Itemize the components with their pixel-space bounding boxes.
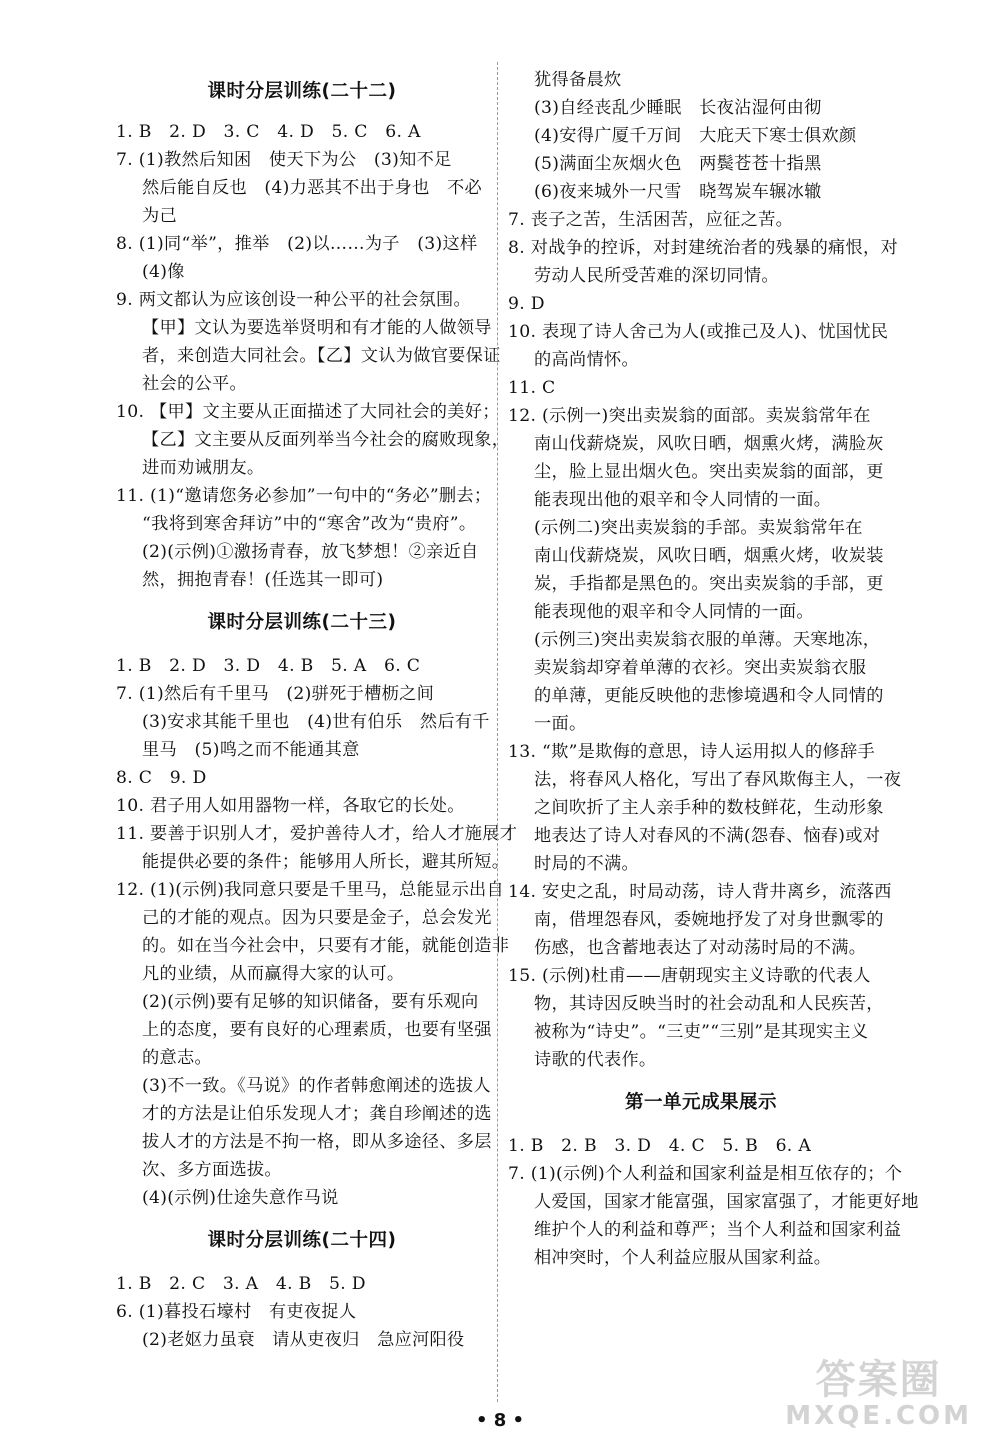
answer-continuation-line: 人爱国，国家才能富强，国家富强了，才能更好地	[534, 1192, 919, 1212]
answer-line: 8. 对战争的控诉，对封建统治者的残暴的痛恨，对	[508, 238, 899, 258]
answer-continuation-line: 为己	[142, 206, 177, 226]
answer-continuation-line: 进而劝诫朋友。	[142, 458, 265, 478]
answer-continuation-line: 社会的公平。	[142, 374, 247, 394]
answer-continuation-line: 然后能自反也 (4)力恶其不出于身也 不必	[142, 178, 483, 198]
answer-continuation-line: 地表达了诗人对春风的不满(怨春、恼春)或对	[534, 826, 881, 846]
answer-continuation-line: 尘，脸上显出烟火色。突出卖炭翁的面部，更	[534, 462, 884, 482]
answer-continuation-line: 物，其诗因反映当时的社会动乱和人民疾苦，	[534, 994, 884, 1014]
answer-continuation-line: 的。如在当今社会中，只要有才能，就能创造非	[142, 936, 510, 956]
answer-continuation-line: (4)(示例)仕途失意作马说	[142, 1188, 339, 1208]
answer-continuation-line: (示例三)突出卖炭翁衣服的单薄。天寒地冻，	[534, 630, 881, 650]
answer-continuation-line: 炭，手指都是黑色的。突出卖炭翁的手部，更	[534, 574, 884, 594]
answer-line: 15. (示例)杜甫——唐朝现实主义诗歌的代表人	[508, 966, 871, 986]
answer-line: 11. C	[508, 378, 556, 398]
answer-line: 7. (1)(示例)个人利益和国家利益是相互依存的；个	[508, 1164, 903, 1184]
answer-continuation-line: 南山伐薪烧炭，风吹日晒，烟熏火烤，满脸灰	[534, 434, 884, 454]
answer-continuation-line: (5)满面尘灰烟火色 两鬓苍苍十指黑	[534, 154, 822, 174]
answer-continuation-line: (6)夜来城外一尺雪 晓驾炭车辗冰辙	[534, 182, 822, 202]
answer-line: 14. 安史之乱，时局动荡，诗人背井离乡，流落西	[508, 882, 892, 902]
answer-line: 7. (1)教然后知困 使天下为公 (3)知不足	[116, 150, 452, 170]
answer-continuation-line: 之间吹折了主人亲手种的数枝鲜花，生动形象	[534, 798, 884, 818]
answer-continuation-line: (2)(示例)①激扬青春，放飞梦想！②亲近自	[142, 542, 479, 562]
answer-continuation-line: 南山伐薪烧炭，风吹日晒，烟熏火烤，收炭装	[534, 546, 884, 566]
answer-line: 11. (1)“邀请您务必参加”一句中的“务必”删去；	[116, 486, 492, 506]
answer-continuation-line: 能表现出他的艰辛和令人同情的一面。	[534, 490, 832, 510]
answer-continuation-line: 能提供必要的条件；能够用人所长，避其所短。	[142, 852, 510, 872]
watermark-logo-text: 答案圈	[815, 1357, 942, 1403]
answer-line: 11. 要善于识别人才，爱护善待人才，给人才施展才	[116, 824, 518, 844]
answer-line: 13. “欺”是欺侮的意思，诗人运用拟人的修辞手	[508, 742, 875, 762]
answer-continuation-line: 的单薄，更能反映他的悲惨境遇和令人同情的	[534, 686, 884, 706]
right-column	[508, 66, 919, 1272]
answer-continuation-line: (2)老妪力虽衰 请从吏夜归 急应河阳役	[142, 1330, 465, 1350]
answer-continuation-line: (示例二)突出卖炭翁的手部。卖炭翁常年在	[534, 518, 863, 538]
column-divider	[497, 62, 498, 1402]
answer-continuation-line: 诗歌的代表作。	[534, 1050, 657, 1070]
answer-continuation-line: 卖炭翁却穿着单薄的衣衫。突出卖炭翁衣服	[534, 658, 867, 678]
answer-continuation-line: (4)安得广厦千万间 大庇天下寒士俱欢颜	[534, 126, 857, 146]
answer-continuation-line: 一面。	[534, 714, 587, 734]
section-title: 课时分层训练(二十三)	[207, 612, 397, 633]
answer-continuation-line: 然，拥抱青春！(任选其一即可)	[142, 570, 384, 590]
answer-line: 1. B 2. D 3. D 4. B 5. A 6. C	[116, 656, 421, 676]
answer-continuation-line: 上的态度，要有良好的心理素质，也要有坚强	[142, 1020, 492, 1040]
answer-continuation-line: 的高尚情怀。	[534, 350, 639, 370]
answer-continuation-line: 的意志。	[142, 1048, 212, 1068]
answer-continuation-line: 南，借埋怨春风，委婉地抒发了对身世飘零的	[534, 910, 884, 930]
answer-line: 6. (1)暮投石壕村 有吏夜捉人	[116, 1302, 357, 1322]
answer-line: 9. 两文都认为应该创设一种公平的社会氛围。	[116, 290, 472, 310]
answer-continuation-line: (3)自经丧乱少睡眠 长夜沾湿何由彻	[534, 98, 822, 118]
answer-continuation-line: 【甲】文认为要选举贤明和有才能的人做领导	[142, 318, 492, 338]
answer-continuation-line: 法，将春风人格化，写出了春风欺侮主人，一夜	[534, 770, 902, 790]
section-title: 课时分层训练(二十四)	[207, 1230, 397, 1251]
answer-continuation-line: 犹得备晨炊	[534, 70, 622, 90]
answer-continuation-line: (4)像	[142, 262, 185, 282]
answer-continuation-line: 拔人才的方法是不拘一格，即从多途径、多层	[142, 1132, 492, 1152]
answer-line: 8. C 9. D	[116, 768, 207, 788]
answer-continuation-line: 劳动人民所受苦难的深切同情。	[534, 266, 779, 286]
left-column	[116, 66, 518, 1354]
answer-line: 10. 君子用人如用器物一样，各取它的长处。	[116, 796, 465, 816]
answer-continuation-line: (2)(示例)要有足够的知识储备，要有乐观向	[142, 992, 479, 1012]
watermark-url-text: MXQE.COM	[785, 1401, 972, 1431]
answer-continuation-line: 者，来创造大同社会。【乙】文认为做官要保证	[142, 346, 501, 366]
answer-line: 1. B 2. D 3. C 4. D 5. C 6. A	[116, 122, 421, 142]
answer-continuation-line: (3)安求其能千里也 (4)世有伯乐 然后有千	[142, 712, 490, 732]
answer-line: 7. (1)然后有千里马 (2)骈死于槽枥之间	[116, 684, 435, 704]
section-title: 课时分层训练(二十二)	[207, 81, 397, 102]
answer-continuation-line: 伤感，也含蓄地表达了对动荡时局的不满。	[534, 938, 867, 958]
answer-line: 7. 丧子之苦，生活困苦，应征之苦。	[508, 210, 794, 230]
answer-continuation-line: 维护个人的利益和尊严；当个人利益和国家利益	[534, 1220, 902, 1240]
answer-continuation-line: 次、多方面选拔。	[142, 1160, 282, 1180]
answer-line: 10. 表现了诗人舍己为人(或推己及人)、忧国忧民	[508, 322, 889, 342]
answer-continuation-line: 凡的业绩，从而赢得大家的认可。	[142, 964, 405, 984]
answer-continuation-line: 相冲突时，个人利益应服从国家利益。	[534, 1248, 832, 1268]
answer-continuation-line: 己的才能的观点。因为只要是金子，总会发光	[142, 908, 492, 928]
section-title: 第一单元成果展示	[624, 1092, 777, 1113]
answer-line: 12. (示例一)突出卖炭翁的面部。卖炭翁常年在	[508, 406, 871, 426]
answer-continuation-line: 能表现他的艰辛和令人同情的一面。	[534, 602, 814, 622]
answer-continuation-line: 被称为“诗史”。“三吏”“三别”是其现实主义	[534, 1022, 869, 1042]
answer-line: 1. B 2. B 3. D 4. C 5. B 6. A	[508, 1136, 812, 1156]
answer-continuation-line: 时局的不满。	[534, 854, 639, 874]
answer-continuation-line: “我将到寒舍拜访”中的“寒舍”改为“贵府”。	[142, 514, 477, 534]
answer-line: 9. D	[508, 294, 545, 314]
answer-line: 10. 【甲】文主要从正面描述了大同社会的美好；	[116, 402, 500, 422]
page-number: • 8 •	[475, 1410, 525, 1431]
watermark-logo	[785, 1358, 972, 1430]
answer-continuation-line: 里马 (5)鸣之而不能通其意	[142, 740, 360, 760]
answer-line: 12. (1)(示例)我同意只要是千里马，总能显示出自	[116, 880, 505, 900]
answer-continuation-line: 【乙】文主要从反面列举当今社会的腐败现象，	[142, 430, 510, 450]
answer-line: 8. (1)同“举”，推举 (2)以……为子 (3)这样	[116, 234, 478, 254]
answer-line: 1. B 2. C 3. A 4. B 5. D	[116, 1274, 366, 1294]
answer-continuation-line: 才的方法是让伯乐发现人才；龚自珍阐述的选	[142, 1104, 492, 1124]
answer-continuation-line: (3)不一致。《马说》的作者韩愈阐述的选拔人	[142, 1076, 491, 1096]
